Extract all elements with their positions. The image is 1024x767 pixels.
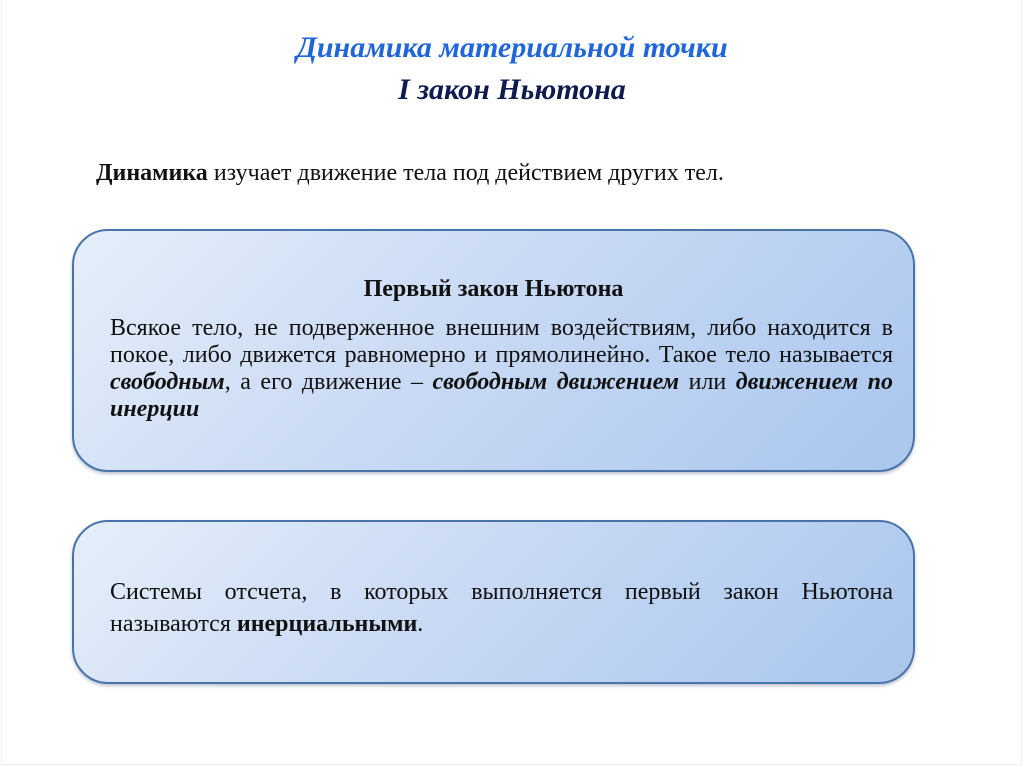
- law-text-3: или: [679, 369, 736, 395]
- inertial-text-2: .: [417, 611, 424, 637]
- intro-definition: [96, 158, 724, 188]
- emph-free: свободным: [110, 369, 225, 395]
- intro-text: изучает движение тела под действием других тел.: [207, 160, 724, 186]
- inertial-text-1: Системы отсчета, в которых выполняется первый закон Ньютона называются: [110, 579, 893, 637]
- intro-term: Динамика: [96, 160, 208, 186]
- law-text-2: , а его движение –: [224, 369, 433, 395]
- newton-first-law-box: [72, 229, 915, 472]
- emph-inertia-motion: движением по инерции: [110, 369, 893, 422]
- slide-subtitle: I закон Ньютона: [398, 73, 626, 106]
- inertial-statement: [110, 576, 893, 640]
- law-text-1: Всякое тело, не подверженное внешним воздействиям, либо находится в покое, либо движется равномерно и прямолинейно. Такое тело называется: [110, 315, 893, 368]
- slide-title: Динамика материальной точки: [296, 31, 728, 64]
- inertial-frames-box: [72, 520, 915, 684]
- box-heading: Первый закон Ньютона: [363, 276, 624, 302]
- emph-free-motion: свободным движением: [432, 369, 680, 395]
- law-statement: [110, 315, 893, 423]
- emph-inertial: инерциальными: [236, 611, 418, 637]
